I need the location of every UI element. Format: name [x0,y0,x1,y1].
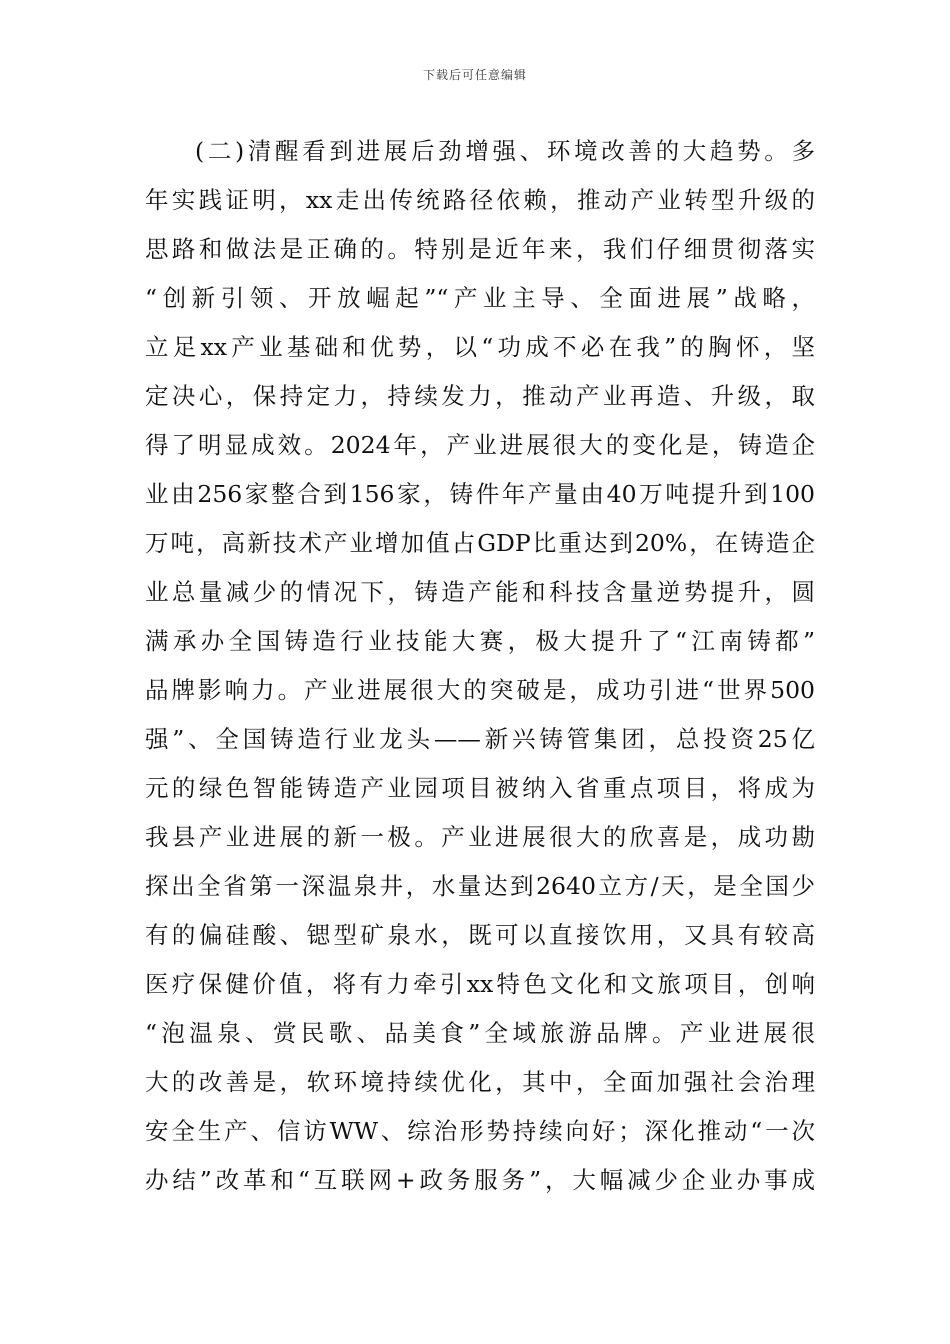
paragraph-line: 元的绿色智能铸造产业园项目被纳入省重点项目，将成为 [145,774,815,802]
paragraph-line: 医疗保健价值，将有力牵引xx特色文化和文旅项目，创响 [145,970,815,998]
paragraph-line: 立足xx产业基础和优势，以“功成不必在我”的胸怀，坚 [145,333,815,361]
paragraph-line: “泡温泉、赏民歌、品美食”全域旅游品牌。产业进展很 [145,1019,815,1047]
paragraph-line: 我县产业进展的新一极。产业进展很大的欣喜是，成功勘 [145,823,815,851]
paragraph-line: 品牌影响力。产业进展很大的突破是，成功引进“世界500 [145,676,815,704]
body-paragraph [145,127,815,1205]
paragraph-line: 年实践证明，xx走出传统路径依赖，推动产业转型升级的 [145,186,815,214]
paragraph-line: 定决心，保持定力，持续发力，推动产业再造、升级，取 [145,382,815,410]
paragraph-line: 探出全省第一深温泉井，水量达到2640立方/天，是全国少 [145,872,815,900]
paragraph-line: 有的偏硅酸、锶型矿泉水，既可以直接饮用，又具有较高 [145,921,815,949]
paragraph-line: 业由256家整合到156家，铸件年产量由40万吨提升到100 [145,480,815,508]
paragraph-line: 万吨，高新技术产业增加值占GDP比重达到20%，在铸造企 [145,529,815,557]
paragraph-line: 大的改善是，软环境持续优化，其中，全面加强社会治理 [145,1068,815,1096]
paragraph-line: 安全生产、信访WW、综治形势持续向好；深化推动“一次 [145,1117,815,1145]
paragraph-line: 业总量减少的情况下，铸造产能和科技含量逆势提升，圆 [145,578,815,606]
paragraph-line: 思路和做法是正确的。特别是近年来，我们仔细贯彻落实 [145,235,815,263]
paragraph-line: “创新引领、开放崛起”“产业主导、全面进展”战略， [145,284,815,312]
paragraph-line: 强”、全国铸造行业龙头——新兴铸管集团，总投资25亿 [145,725,815,753]
page-header: 下载后可任意编辑 [422,68,527,82]
paragraph-line: 办结”改革和“互联网+政务服务”，大幅减少企业办事成 [145,1166,815,1194]
paragraph-line: (二)清醒看到进展后劲增强、环境改善的大趋势。多 [195,137,815,165]
paragraph-line: 得了明显成效。2024年，产业进展很大的变化是，铸造企 [145,431,815,459]
paragraph-line: 满承办全国铸造行业技能大赛，极大提升了“江南铸都” [145,627,815,655]
